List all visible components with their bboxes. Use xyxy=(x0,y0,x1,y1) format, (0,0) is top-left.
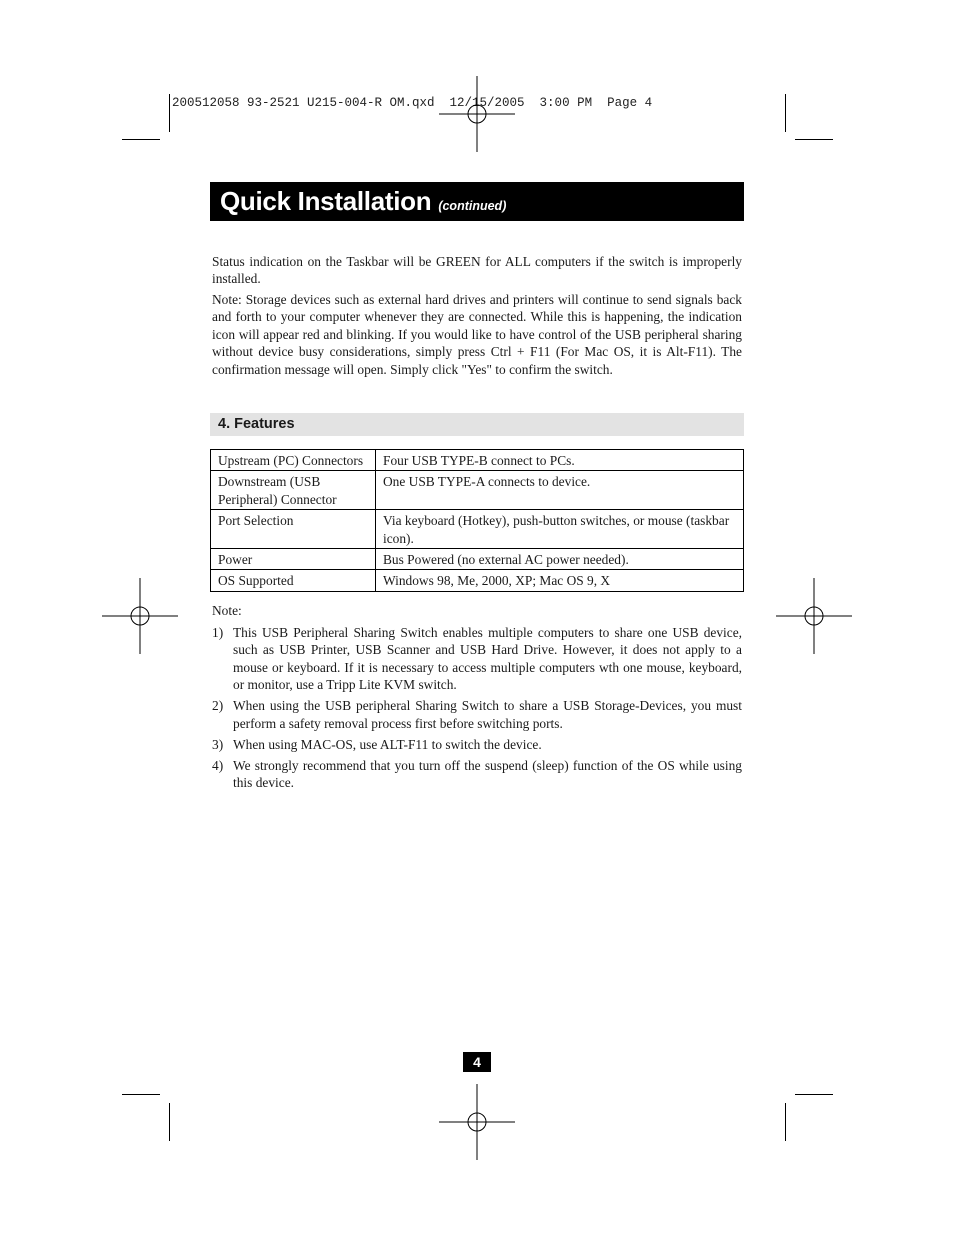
page-number: 4 xyxy=(463,1052,491,1072)
feature-value: Via keyboard (Hotkey), push-button switches, or mouse (taskbar icon). xyxy=(376,510,744,549)
feature-label: Port Selection xyxy=(211,510,376,549)
registration-mark-icon xyxy=(439,76,515,152)
feature-value: One USB TYPE-A connects to device. xyxy=(376,471,744,510)
feature-label: OS Supported xyxy=(211,570,376,591)
table-row xyxy=(211,510,744,549)
feature-value: Bus Powered (no external AC power needed). xyxy=(376,549,744,570)
list-item-text: When using MAC-OS, use ALT-F11 to switch the device. xyxy=(233,736,542,752)
features-heading: 4. Features xyxy=(210,413,744,436)
table-row xyxy=(211,570,744,591)
crop-mark xyxy=(122,1094,160,1095)
table-row xyxy=(211,471,744,510)
crop-mark xyxy=(169,94,170,132)
registration-mark-icon xyxy=(439,1084,515,1160)
page-title: Quick Installation xyxy=(220,186,432,216)
list-item-text: We strongly recommend that you turn off the suspend (sleep) function of the OS while using this device. xyxy=(233,757,742,791)
feature-value: Windows 98, Me, 2000, XP; Mac OS 9, X xyxy=(376,570,744,591)
feature-label: Power xyxy=(211,549,376,570)
feature-value: Four USB TYPE-B connect to PCs. xyxy=(376,450,744,471)
crop-mark xyxy=(795,1094,833,1095)
list-item xyxy=(212,736,742,753)
registration-mark-icon xyxy=(776,578,852,654)
crop-mark xyxy=(795,139,833,140)
list-item-text: When using the USB peripheral Sharing Switch to share a USB Storage-Devices, you must perform a safety removal process first before switching ports. xyxy=(233,698,742,731)
registration-mark-icon xyxy=(102,578,178,654)
table-row xyxy=(211,450,744,471)
notes-label: Note: xyxy=(212,603,242,618)
list-item-number: 4) xyxy=(212,757,224,773)
notes-list xyxy=(212,624,742,795)
list-item-text: This USB Peripheral Sharing Switch enables multiple computers to share one USB device, such as USB Printer, USB Scanner and USB Hard Drive. However, it does not apply to a mouse or keyboard. If it is necessary to access multiple computers wth one mouse, keyboard, or monitor, use a Tripp Lite KVM switch. xyxy=(233,625,742,693)
crop-mark xyxy=(122,139,160,140)
print-slug: 200512058 93-2521 U215-004-R OM.qxd 12/15/2005 3:00 PM Page 4 xyxy=(172,96,653,110)
features-table xyxy=(210,449,744,592)
list-item xyxy=(212,697,742,732)
list-item-number: 2) xyxy=(212,698,224,714)
storage-note-paragraph: Note: Storage devices such as external hard drives and printers will continue to send signals back and forth to your computer whenever they are connected. While this is happening, the indication icon will appear red and blinking. If you would like to have control of the USB peripheral sharing without device busy considerations, simply press Ctrl + F11 (For Mac OS, it is Alt-F11). The confirmation message will open. Simply click "Yes" to confirm the switch. xyxy=(212,292,742,377)
crop-mark xyxy=(785,1103,786,1141)
feature-label: Downstream (USB Peripheral) Connector xyxy=(211,471,376,510)
list-item xyxy=(212,757,742,792)
page-subtitle: (continued) xyxy=(438,199,507,213)
page-title-bar xyxy=(210,182,744,221)
list-item xyxy=(212,624,742,694)
crop-mark xyxy=(785,94,786,132)
table-row xyxy=(211,549,744,570)
status-paragraph: Status indication on the Taskbar will be GREEN for ALL computers if the switch is improperly installed. xyxy=(212,254,742,287)
feature-label: Upstream (PC) Connectors xyxy=(211,450,376,471)
list-item-number: 3) xyxy=(212,736,224,752)
list-item-number: 1) xyxy=(212,625,224,640)
crop-mark xyxy=(169,1103,170,1141)
